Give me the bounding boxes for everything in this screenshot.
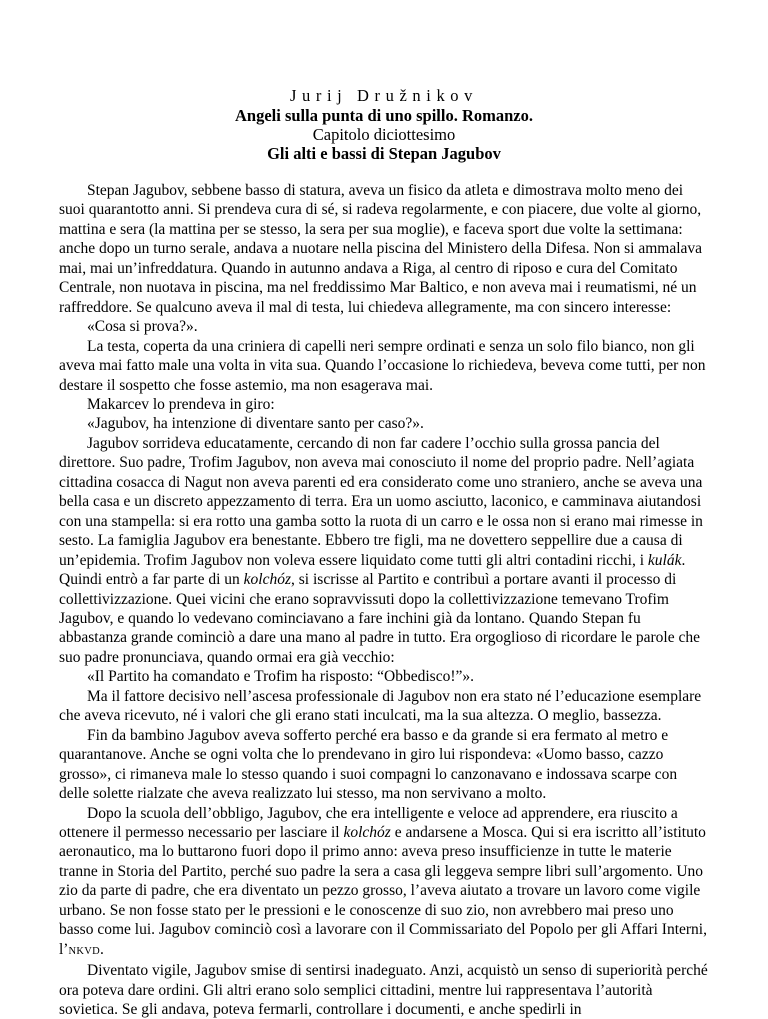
paragraph-text: Dopo la scuola dell’obbligo, Jagubov, che era intelligente e veloce ad apprendere, era riuscito a ottenere il permesso necessario per lasciare il [59,804,678,841]
italic-term: kolchóz [243,571,292,589]
paragraph: Makarcev lo prendeva in giro: [87,395,275,413]
paragraph-text: , si iscrisse al Partito e contribuì a portare avanti il processo di collettivizzazione. Quei vicini che erano sopravvissuti dopo la collettivizzazione temevano Trofim Jagubov, e quando lo vedevano cominciavano a fare inchini già da lontano. Quando Stepan fu abbastanza grande cominciò a dare una mano al padre in tutto. Era orgoglioso di ricordare le parole che suo padre pronunciava, quando ormai era già vecchio: [59,571,700,666]
chapter-number: Capitolo diciottesimo [312,125,456,144]
small-caps-acronym: NKVD [68,945,100,957]
paragraph: Ma il fattore decisivo nell’ascesa professionale di Jagubov non era stato né l’educazione esemplare che aveva ricevuto, né i valori che gli erano stati inculcati, ma la sua altezza. O meglio, bassezza. [59,687,702,725]
paragraph: Stepan Jagubov, sebbene basso di statura, aveva un fisico da atleta e dimostrava molto meno dei suoi quarantotto anni. Si prendeva cura di sé, si radeva regolarmente, e con piacere, due volte al giorno, mattina e sera (la mattina per se stesso, la sera per sua moglie), e faceva sport due volte la settimana: anche dopo un turno serale, andava a nuotare nella piscina del Ministero della Difesa. Non si ammalava mai, mai un’infreddatura. Quando in autunno andava a Riga, al centro di riposo e cura del Comitato Centrale, non nuotava in piscina, ma nel freddissimo Mar Baltico, e non aveva mai i reumatismi, né un raffreddore. Se qualcuno aveva il mal di testa, lui chiedeva allegramente, ma con sincero interesse: [59,182,703,316]
paragraph-text: Jagubov sorrideva educatamente, cercando di non far cadere l’occhio sulla grossa pancia del direttore. Suo padre, Trofim Jagubov, non aveva mai conosciuto il nome del proprio padre. Nell’agiata cittadina cosacca di Nagut non aveva parenti ed era considerato come uno straniero, anche se aveva una bella casa e un discreto appezzamento di terra. Era un uomo asciutto, laconico, e camminava aiutandosi con una stampella: si era rotto una gamba sotto la ruota di un carro e le ossa non si erano mai rimesse in sesto. La famiglia Jagubov era benestante. Ebbero tre figli, ma ne dovettero seppellire due a causa di un’epidemia. Trofim Jagubov non voleva essere liquidato come tutti gli altri contadini ricchi, i [59,434,703,569]
document-header [0,86,768,163]
paragraph-text: . [100,940,104,958]
book-title: Angeli sulla punta di uno spillo. Romanzo. [235,106,533,125]
italic-term: kolchóz [343,823,391,841]
italic-term: kulák [647,551,682,569]
author-name: Jurij Družnikov [289,86,479,105]
paragraph-text: e andarsene a Mosca. Qui si era iscritto all’istituto aeronautico, ma lo buttarono fuori dopo il primo anno: aveva preso insufficienze in tutte le materie tranne in Storia del Partito, perché suo padre la sera a casa gli leggeva sempre libri sull’argomento. Uno zio da parte di padre, che era diventato un pezzo grosso, l’aveva aiutato a trovare un lavoro come vigile urbano. Se non fosse stato per le pressioni e le conoscenze di suo zio, non avrebbero mai preso uno basso come lui. Jagubov cominciò così a lavorare con il Commissariato del Popolo per gli Affari Interni, l’ [59,823,707,958]
paragraph [59,804,711,962]
paragraph: Diventato vigile, Jagubov smise di sentirsi inadeguato. Anzi, acquistò un senso di superiorità perché ora poteva dare ordini. Gli altri erano solo semplici cittadini, mentre lui rappresentava l’autorità sovietica. Se gli andava, poteva fermarli, controllare i documenti, e anche spedirli in [59,962,708,1019]
chapter-body [59,181,711,1019]
paragraph [59,434,711,667]
paragraph: «Jagubov, ha intenzione di diventare santo per caso?». [87,415,424,433]
paragraph: «Cosa si prova?». [87,318,198,336]
paragraph: Fin da bambino Jagubov aveva sofferto perché era basso e da grande si era fermato al metro e quarantanove. Anche se ogni volta che lo prendevano in giro lui rispondeva: «Uomo basso, cazzo grosso», ci rimaneva male lo stesso quando i suoi compagni lo canzonavano e indossava scarpe con delle solette rialzate che aveva realizzato lui stesso, ma non servivano a molto. [59,726,678,803]
chapter-title: Gli alti e bassi di Stepan Jagubov [267,144,501,163]
paragraph: «Il Partito ha comandato e Trofim ha risposto: “Obbedisco!”». [87,668,475,686]
paragraph: La testa, coperta da una criniera di capelli neri sempre ordinati e senza un solo filo bianco, non gli aveva mai fatto male una volta in vita sua. Quando l’occasione lo richiedeva, beveva come tutti, per non destare il sospetto che fosse astemio, ma non esagerava mai. [59,337,706,394]
paragraph-text: . Quindi entrò a far parte di un [59,551,686,589]
